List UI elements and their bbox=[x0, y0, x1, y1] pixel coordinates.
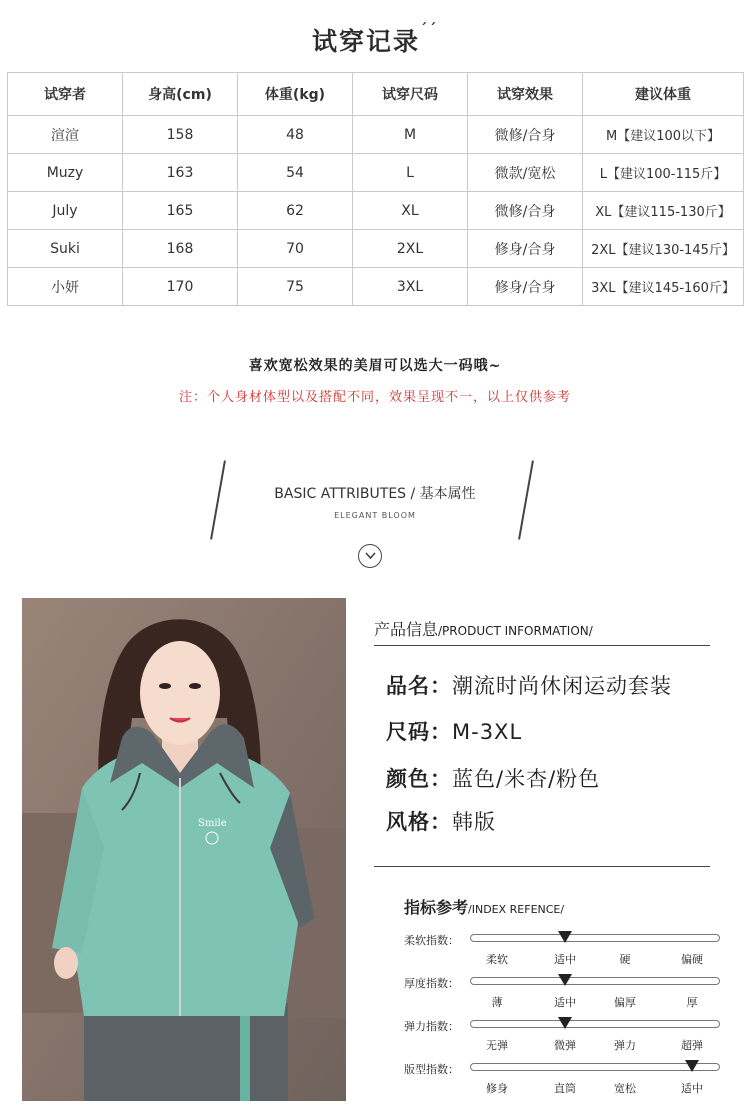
cell-height: 170 bbox=[123, 268, 238, 306]
index-heading-en: /INDEX REFENCE/ bbox=[468, 903, 565, 916]
title-text: 试穿记录 bbox=[311, 27, 420, 56]
cell-suggested-weight: L【建议100-115斤】 bbox=[583, 154, 744, 192]
table-row bbox=[8, 154, 744, 192]
info-value: 蓝色/米杏/粉色 bbox=[452, 767, 601, 791]
index-tick-label: 适中 bbox=[681, 1082, 703, 1095]
cell-effect: 微修/合身 bbox=[468, 116, 583, 154]
info-value: 韩版 bbox=[452, 810, 496, 834]
info-row-name bbox=[386, 670, 672, 700]
index-label: 柔软指数： bbox=[404, 934, 459, 947]
table-row bbox=[8, 268, 744, 306]
info-row-color bbox=[386, 763, 600, 793]
index-scale-bar bbox=[470, 977, 720, 985]
chevron-down-icon bbox=[358, 544, 382, 568]
product-info-heading-cn: 产品信息 bbox=[374, 620, 439, 639]
cell-height: 168 bbox=[123, 230, 238, 268]
index-marker-icon bbox=[558, 974, 572, 986]
info-row-size bbox=[386, 716, 522, 746]
index-reference-heading bbox=[404, 895, 564, 918]
cell-tester: Muzy bbox=[8, 154, 123, 192]
cell-tester: 渲渲 bbox=[8, 116, 123, 154]
index-scale-bar bbox=[470, 1020, 720, 1028]
divider-line bbox=[374, 866, 710, 867]
index-label: 版型指数： bbox=[404, 1063, 459, 1076]
cell-size: M bbox=[353, 116, 468, 154]
index-marker-icon bbox=[685, 1060, 699, 1072]
header-suggested-weight: 建议体重 bbox=[583, 73, 744, 116]
index-marker-icon bbox=[558, 1017, 572, 1029]
cell-suggested-weight: 2XL【建议130-145斤】 bbox=[583, 230, 744, 268]
info-label: 品名： bbox=[386, 674, 452, 698]
cell-weight: 75 bbox=[238, 268, 353, 306]
table-row bbox=[8, 192, 744, 230]
cell-tester: Suki bbox=[8, 230, 123, 268]
index-tick-label: 偏硬 bbox=[681, 953, 703, 966]
cell-height: 158 bbox=[123, 116, 238, 154]
index-tick-label: 微弹 bbox=[554, 1039, 576, 1052]
product-info-heading-en: /PRODUCT INFORMATION/ bbox=[438, 624, 593, 638]
cell-suggested-weight: XL【建议115-130斤】 bbox=[583, 192, 744, 230]
index-tick-label: 厚 bbox=[686, 996, 698, 1009]
divider-line bbox=[374, 645, 710, 646]
index-tick-label: 适中 bbox=[554, 953, 576, 966]
table-row bbox=[8, 116, 744, 154]
cell-weight: 70 bbox=[238, 230, 353, 268]
header-weight: 体重(kg) bbox=[238, 73, 353, 116]
info-value: 潮流时尚休闲运动套装 bbox=[452, 674, 672, 698]
info-label: 颜色： bbox=[386, 767, 452, 791]
product-info-heading bbox=[374, 617, 593, 640]
index-tick-label: 修身 bbox=[486, 1082, 508, 1095]
cell-size: L bbox=[353, 154, 468, 192]
cell-height: 163 bbox=[123, 154, 238, 192]
index-label: 厚度指数： bbox=[404, 977, 459, 990]
info-row-style bbox=[386, 806, 496, 836]
cell-size: XL bbox=[353, 192, 468, 230]
cell-tester: July bbox=[8, 192, 123, 230]
index-tick-label: 适中 bbox=[554, 996, 576, 1009]
cell-suggested-weight: M【建议100以下】 bbox=[583, 116, 744, 154]
info-value: M-3XL bbox=[452, 720, 523, 744]
header-size: 试穿尺码 bbox=[353, 73, 468, 116]
cell-tester: 小妍 bbox=[8, 268, 123, 306]
cell-suggested-weight: 3XL【建议145-160斤】 bbox=[583, 268, 744, 306]
trial-record-table bbox=[7, 72, 744, 306]
index-scale-bar bbox=[470, 934, 720, 942]
sizing-tip: 喜欢宽松效果的美眉可以选大一码哦~ bbox=[248, 358, 502, 374]
index-tick-label: 硬 bbox=[619, 953, 631, 966]
index-tick-label: 直筒 bbox=[554, 1082, 576, 1095]
info-label: 风格： bbox=[386, 810, 452, 834]
cell-size: 3XL bbox=[353, 268, 468, 306]
page-title bbox=[0, 22, 750, 58]
index-heading-cn: 指标参考 bbox=[404, 898, 469, 917]
cell-height: 165 bbox=[123, 192, 238, 230]
header-tester: 试穿者 bbox=[8, 73, 123, 116]
info-label: 尺码： bbox=[386, 720, 452, 744]
index-tick-label: 薄 bbox=[491, 996, 503, 1009]
cell-weight: 54 bbox=[238, 154, 353, 192]
index-label: 弹力指数： bbox=[404, 1020, 459, 1033]
header-effect: 试穿效果 bbox=[468, 73, 583, 116]
cell-effect: 微款/宽松 bbox=[468, 154, 583, 192]
cell-weight: 62 bbox=[238, 192, 353, 230]
section-subtitle: ELEGANT BLOOM bbox=[334, 511, 416, 520]
disclaimer-note: 注：个人身材体型以及搭配不同，效果呈现不一，以上仅供参考 bbox=[178, 390, 571, 405]
header-height: 身高(cm) bbox=[123, 73, 238, 116]
cell-weight: 48 bbox=[238, 116, 353, 154]
index-tick-label: 偏厚 bbox=[614, 996, 636, 1009]
index-tick-label: 超弹 bbox=[681, 1039, 703, 1052]
title-deco-icon: ˊˊ bbox=[420, 22, 438, 38]
table-row bbox=[8, 230, 744, 268]
index-scale-bar bbox=[470, 1063, 720, 1071]
jacket-print-text: Smile bbox=[198, 818, 227, 829]
index-tick-label: 柔软 bbox=[486, 953, 508, 966]
cell-effect: 微修/合身 bbox=[468, 192, 583, 230]
cell-effect: 修身/合身 bbox=[468, 230, 583, 268]
cell-size: 2XL bbox=[353, 230, 468, 268]
cell-effect: 修身/合身 bbox=[468, 268, 583, 306]
index-tick-label: 宽松 bbox=[614, 1082, 636, 1095]
index-tick-label: 弹力 bbox=[614, 1039, 636, 1052]
index-tick-label: 无弹 bbox=[486, 1039, 508, 1052]
section-title: BASIC ATTRIBUTES / 基本属性 bbox=[274, 486, 476, 502]
product-photo bbox=[22, 598, 346, 1101]
table-header-row bbox=[8, 73, 744, 116]
index-marker-icon bbox=[558, 931, 572, 943]
